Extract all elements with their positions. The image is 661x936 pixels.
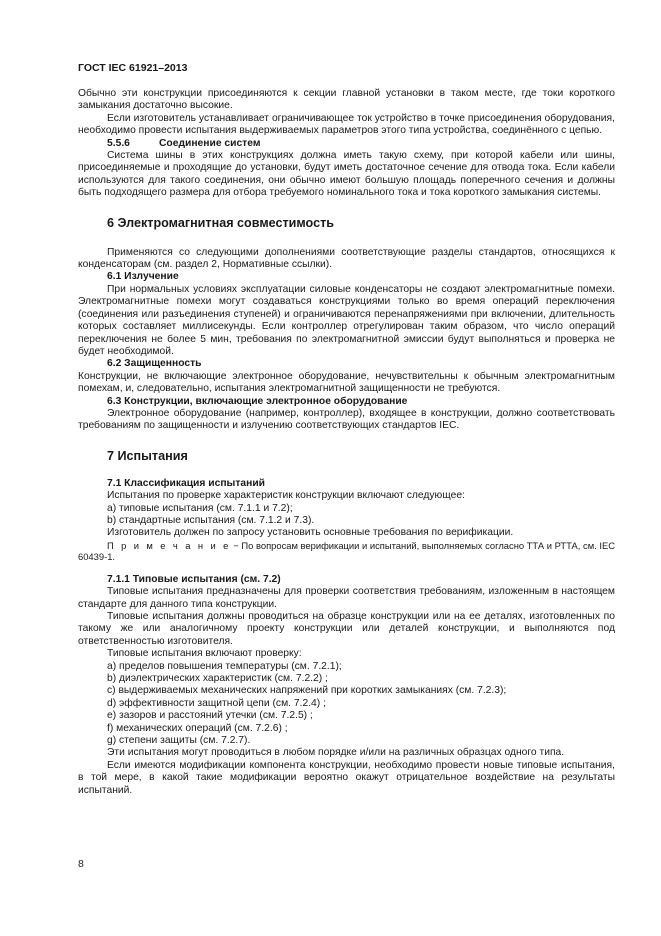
paragraph: Типовые испытания предназначены для проверки соответствия требованиям, изложенным в настоящем стандарте для данного типа конструкции. xyxy=(78,586,615,610)
section-heading-7: 7 Испытания xyxy=(107,448,188,463)
list-item: g) степени защиты (см. 7.2.7). xyxy=(107,735,251,747)
subsection-heading-6-1: 6.1 Излучение xyxy=(107,271,179,283)
list-item: a) типовые испытания (см. 7.1.1 и 7.2); xyxy=(107,502,293,514)
list-item: e) зазоров и расстояний утечки (см. 7.2.5) ; xyxy=(107,710,313,722)
subsection-heading-5-5-6 xyxy=(78,138,615,150)
list-item: b) диэлектрических характеристик (см. 7.2.2) ; xyxy=(107,673,328,685)
list-item: f) механических операций (см. 7.2.6) ; xyxy=(107,722,288,734)
note-label: П р и м е ч а н и е xyxy=(107,539,231,551)
page-content xyxy=(78,88,615,797)
section-heading-6: 6 Электромагнитная совместимость xyxy=(107,215,334,230)
subsection-heading-7-1: 7.1 Классификация испытаний xyxy=(107,477,265,489)
subsection-title: Соединение систем xyxy=(159,137,261,149)
paragraph: Эти испытания могут проводиться в любом порядке и/или на различных образцах одного типа. xyxy=(107,747,565,759)
paragraph: Система шины в этих конструкциях должна иметь такую схему, при которой кабели или шины, присоединяемые и проходящие до установки, будут иметь достаточное сечение для отвода тока. Если кабели используются для такого соединения, они обычно имеют большую площадь поперечного сечения и должны быть подходящего размера для отбора требуемого номинального тока и тока короткого замыкания системы. xyxy=(78,150,615,199)
page-number: 8 xyxy=(78,858,84,870)
paragraph: Испытания по проверке характеристик конструкции включают следующее: xyxy=(107,490,465,502)
paragraph: Если имеются модификации компонента конструкции, необходимо провести новые типовые испытания, в той мере, в какой такие модификации вероятно окажут отрицательное воздействие на результаты испытаний. xyxy=(78,759,615,796)
paragraph: Изготовитель должен по запросу установить основные требования по верификации. xyxy=(107,527,514,539)
list-item: c) выдерживаемых механических напряжений при коротких замыканиях (см. 7.2.3); xyxy=(107,685,507,697)
list-item: d) эффективности защитной цепи (см. 7.2.4) ; xyxy=(107,697,326,709)
subsection-number: 5.5.6 xyxy=(107,137,130,149)
subsection-heading-6-3: 6.3 Конструкции, включающие электронное оборудование xyxy=(107,395,408,407)
document-code: ГОСТ IEC 61921–2013 xyxy=(78,62,188,74)
subsection-heading-7-1-1: 7.1.1 Типовые испытания (см. 7.2) xyxy=(107,573,281,585)
note xyxy=(78,540,615,563)
paragraph: Обычно эти конструкции присоединяются к секции главной установки в таком месте, где токи короткого замыкания достаточно высокие. xyxy=(78,88,615,112)
paragraph: Типовые испытания включают проверку: xyxy=(107,648,302,660)
paragraph: Типовые испытания должны проводиться на образце конструкции или на ее деталях, изготовленных по такому же или аналогичному проекту конструкции или деталей конструкции, и выполняются под ответственностью изготовителя. xyxy=(78,611,615,647)
list-item: a) пределов повышения температуры (см. 7.2.1); xyxy=(107,660,342,672)
paragraph: Применяются со следующими дополнениями соответствующие разделы стандартов, относящихся к конденсаторам (см. раздел 2, Нормативные ссылки). xyxy=(78,246,615,271)
paragraph: Если изготовитель устанавливает ограничивающее ток устройство в точке присоединения оборудования, необходимо провести испытания выдерживаемых параметров этого типа устройства, соединённого с цепью. xyxy=(78,112,615,137)
paragraph: Конструкции, не включающие электронное оборудование, нечувствительны к обычным электромагнитным помехам, и, следовательно, испытания электромагнитной защищенности не требуются. xyxy=(78,370,615,395)
paragraph: Электронное оборудование (например, контроллер), входящее в конструкции, должно соответствовать требованиям по защищенности и излучению соответствующих стандартов IEC. xyxy=(78,407,615,432)
list-item: b) стандартные испытания (см. 7.1.2 и 7.3). xyxy=(107,514,315,526)
subsection-heading-6-2: 6.2 Защищенность xyxy=(107,358,202,370)
note-text: − По вопросам верификации и испытаний, выполняемых согласно ТТА и РТТА, см. IEC 60439-1. xyxy=(78,539,615,563)
paragraph: При нормальных условиях эксплуатации силовые конденсаторы не создают электромагнитные помехи. Электромагнитные помехи могут создаваться конструкциями только во время операций переключения (соединения или разъединения ступеней) и ограничиваются перенапряжениями при включении, длительность которых составляет миллисекунды. Если контроллер отрегулирован таким образом, что число операций переключения не более 5 мин, требования по электромагнитной эмиссии будут выполняться и проверка не будет необходимой. xyxy=(78,283,615,357)
